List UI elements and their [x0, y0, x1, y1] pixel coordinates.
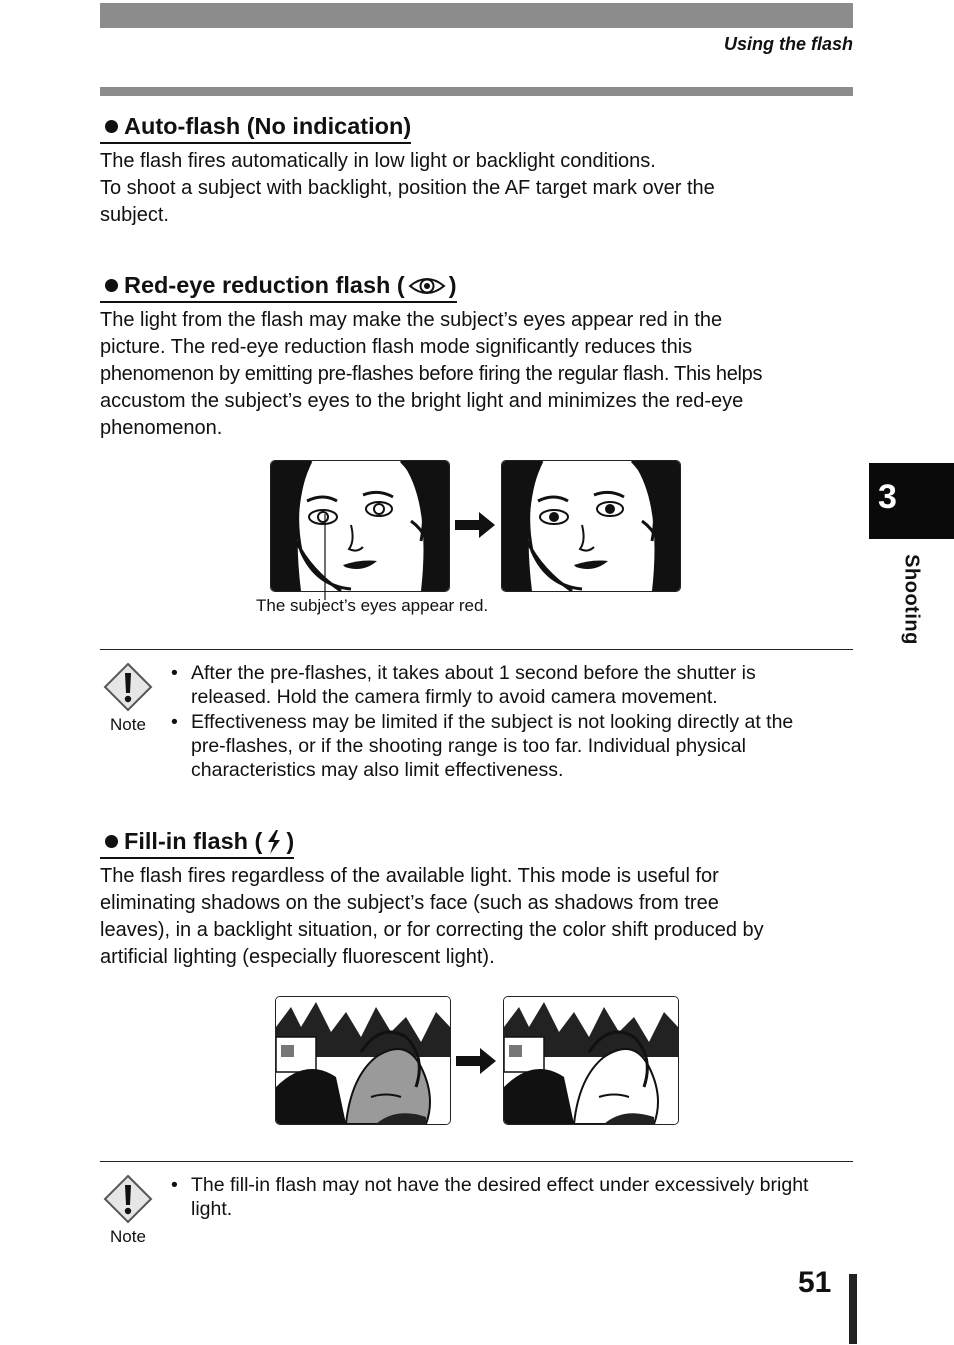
red-eye-icon: [407, 274, 447, 298]
section-divider-bar: [100, 87, 853, 96]
body-line: accustom the subject’s eyes to the bright light and minimizes the red-eye: [100, 390, 744, 412]
fill-in-body: [100, 863, 856, 971]
chapter-title: Shooting: [900, 554, 923, 645]
page-number: 51: [798, 1266, 832, 1299]
note-item: [171, 661, 861, 710]
note-item: [171, 1173, 861, 1222]
note-block: [100, 662, 156, 735]
note-divider: [100, 649, 853, 650]
note-line: pre-flashes, or if the shooting range is too far. Individual physical: [191, 734, 746, 757]
body-line: leaves), in a backlight situation, or for correcting the color shift produced by: [100, 919, 764, 941]
caption-leader-line: [323, 514, 327, 600]
body-line: The flash fires regardless of the available light. This mode is useful for: [100, 865, 719, 887]
auto-flash-heading: [100, 113, 411, 144]
flash-icon: [265, 829, 283, 855]
note-line: released. Hold the camera firmly to avoid camera movement.: [191, 686, 718, 709]
caution-icon: [103, 662, 153, 712]
note-divider: [100, 1161, 853, 1162]
body-line: picture. The red-eye reduction flash mode significantly reduces this: [100, 336, 693, 358]
red-eye-body: [100, 307, 856, 442]
fill-in-heading: [100, 828, 294, 859]
red-eye-caption: The subject’s eyes appear red.: [256, 596, 489, 615]
page-number-bar: [849, 1274, 857, 1344]
red-eye-heading-suffix: ): [448, 272, 457, 298]
fill-in-heading-prefix: Fill-in flash (: [124, 828, 263, 854]
body-line: phenomenon.: [100, 417, 223, 439]
red-eye-after-illustration: [501, 460, 681, 592]
note-label: Note: [110, 715, 146, 734]
note-line: • After the pre-flashes, it takes about 1 second before the shutter is: [191, 662, 756, 684]
body-line: eliminating shadows on the subject’s face (such as shadows from tree: [100, 892, 719, 914]
red-eye-heading: [100, 272, 457, 303]
chapter-number: 3: [878, 478, 897, 516]
fill-in-heading-suffix: ): [286, 828, 295, 854]
auto-flash-body: [100, 148, 856, 229]
note-item: [171, 710, 861, 783]
bullet-icon: [105, 279, 118, 292]
red-eye-before-illustration: [270, 460, 450, 592]
note-line: • The fill-in flash may not have the desired effect under excessively bright: [191, 1174, 809, 1196]
fill-in-before-illustration: [275, 996, 451, 1125]
body-line: The flash fires automatically in low light or backlight conditions.: [100, 150, 656, 172]
note-label: Note: [110, 1227, 146, 1246]
note-line: light.: [191, 1198, 233, 1221]
body-line: phenomenon by emitting pre-flashes before firing the regular flash. This helps: [100, 363, 763, 385]
note-block: [100, 1174, 156, 1247]
bullet-icon: [105, 835, 118, 848]
running-title: Using the flash: [723, 34, 853, 54]
arrow-right-icon: [455, 510, 497, 540]
body-line: artificial lighting (especially fluorescent light).: [100, 946, 495, 968]
header-bar: [100, 3, 853, 28]
note-list: [171, 661, 861, 782]
body-line: subject.: [100, 204, 169, 226]
note-line: characteristics may also limit effectiveness.: [191, 759, 564, 782]
auto-flash-heading-text: Auto-flash (No indication): [124, 113, 412, 139]
caution-icon: [103, 1174, 153, 1224]
note-list: [171, 1173, 861, 1222]
red-eye-heading-prefix: Red-eye reduction flash (: [124, 272, 405, 298]
bullet-icon: [105, 120, 118, 133]
note-line: • Effectiveness may be limited if the subject is not looking directly at the: [191, 710, 794, 733]
fill-in-after-illustration: [503, 996, 679, 1125]
arrow-right-icon: [456, 1046, 498, 1076]
body-line: The light from the flash may make the subject’s eyes appear red in the: [100, 309, 723, 331]
body-line: To shoot a subject with backlight, position the AF target mark over the: [100, 177, 715, 199]
